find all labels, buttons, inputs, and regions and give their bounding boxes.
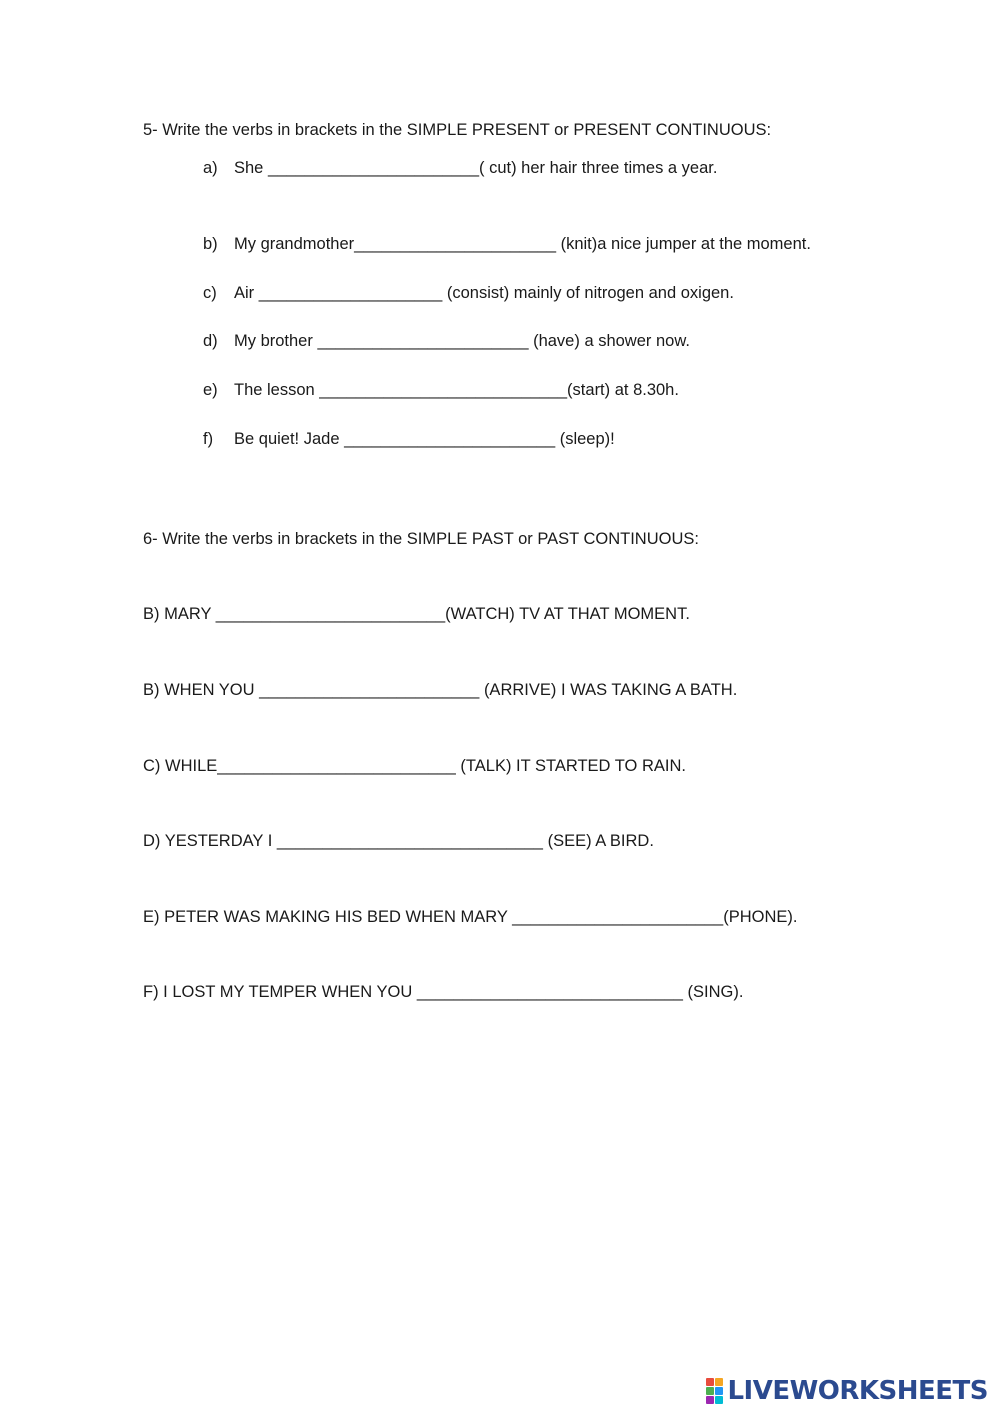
section6-heading: 6- Write the verbs in brackets in the SIMPLE PAST or PAST CONTINUOUS: xyxy=(143,530,699,548)
item-label: d) xyxy=(203,332,218,350)
item-text: Be quiet! Jade _______________________ (sleep)! xyxy=(234,430,615,448)
item-label: c) xyxy=(203,284,217,302)
section6-item: B) WHEN YOU ________________________ (ARRIVE) I WAS TAKING A BATH. xyxy=(143,681,738,699)
item-text: Air ____________________ (consist) mainly of nitrogen and oxigen. xyxy=(234,284,734,302)
logo-text: LIVEWORKSHEETS xyxy=(727,1376,988,1406)
item-text: My grandmother______________________ (knit)a nice jumper at the moment. xyxy=(234,235,811,253)
item-label: f) xyxy=(203,430,214,448)
item-label: b) xyxy=(203,235,218,253)
section6-item: C) WHILE__________________________ (TALK) IT STARTED TO RAIN. xyxy=(143,757,686,775)
section6-item: B) MARY _________________________(WATCH) TV AT THAT MOMENT. xyxy=(143,605,690,623)
liveworksheets-logo xyxy=(706,1376,988,1406)
item-text: The lesson ___________________________(start) at 8.30h. xyxy=(234,381,679,399)
section6-item: E) PETER WAS MAKING HIS BED WHEN MARY _______________________(PHONE). xyxy=(143,908,798,926)
section6-item: D) YESTERDAY I _____________________________ (SEE) A BIRD. xyxy=(143,832,654,850)
item-label: a) xyxy=(203,159,218,177)
item-text: She _______________________( cut) her hair three times a year. xyxy=(234,159,718,177)
item-label: e) xyxy=(203,381,218,399)
item-text: My brother _______________________ (have) a shower now. xyxy=(234,332,690,350)
liveworksheets-logo-icon xyxy=(706,1378,723,1404)
section6-item: F) I LOST MY TEMPER WHEN YOU _____________________________ (SING). xyxy=(143,983,744,1001)
section5-heading: 5- Write the verbs in brackets in the SIMPLE PRESENT or PRESENT CONTINUOUS: xyxy=(143,121,772,139)
